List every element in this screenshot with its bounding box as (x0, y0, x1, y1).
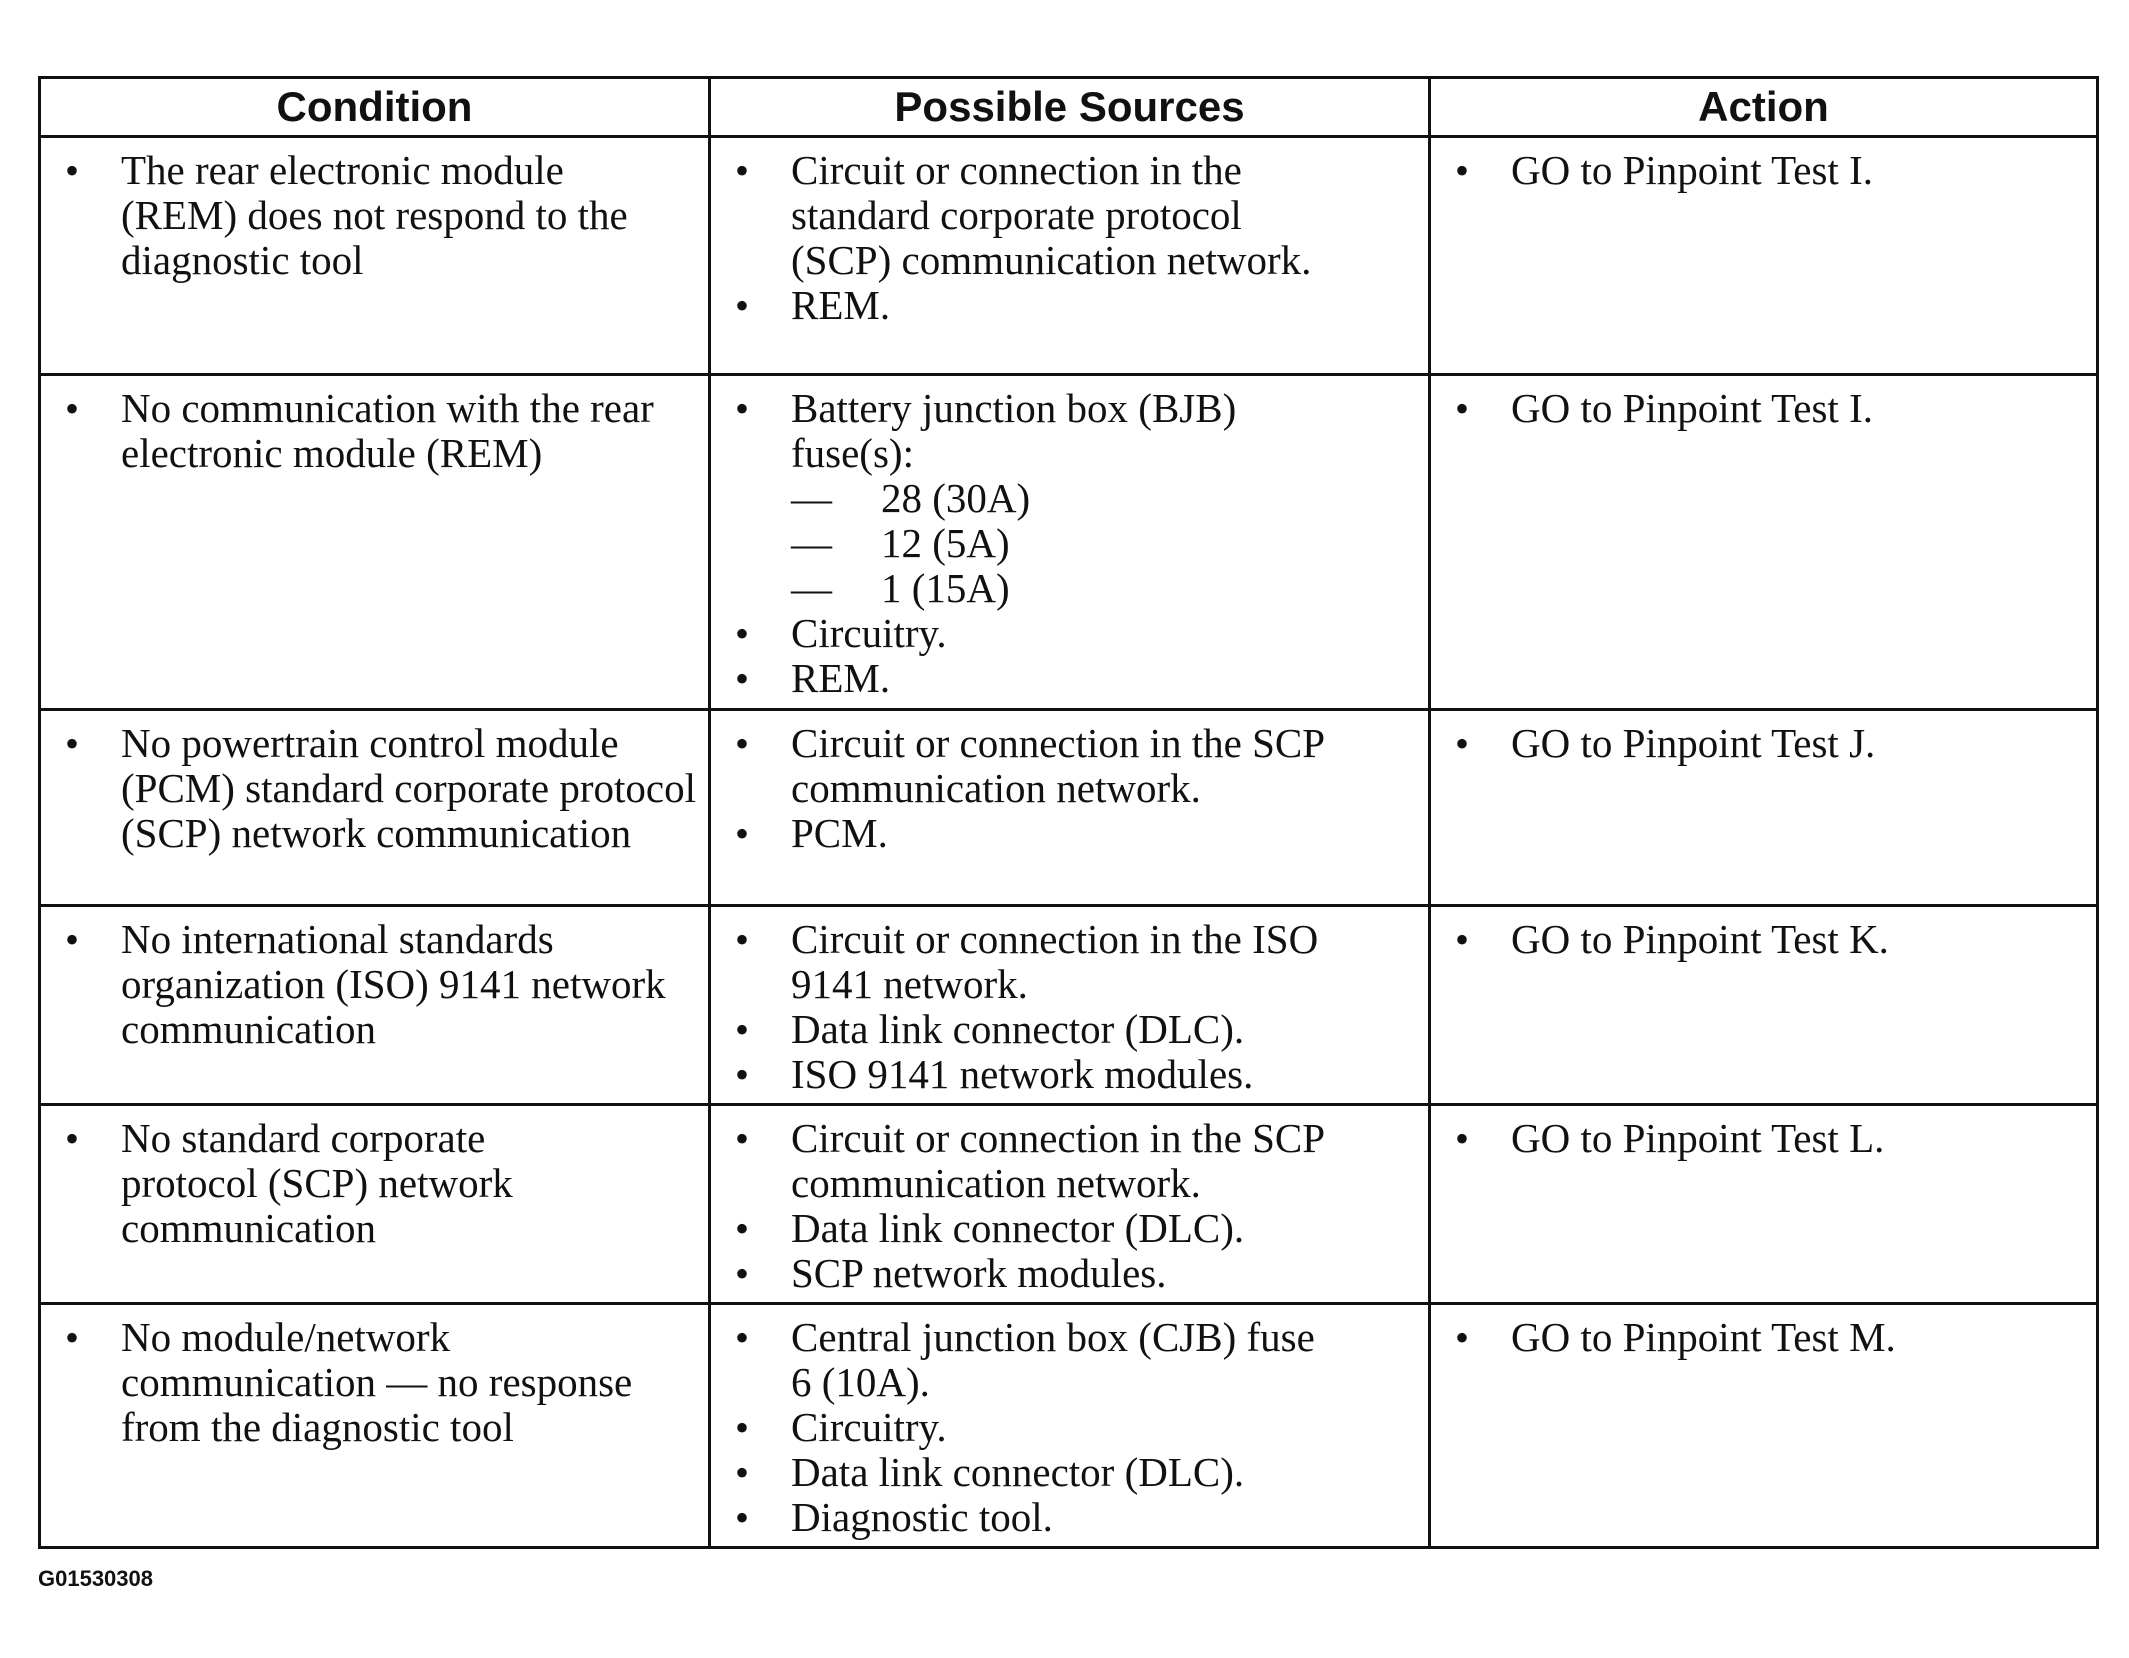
condition-cell (40, 710, 710, 906)
condition-text: The rear electronic module (REM) does not respond to the diagnostic tool (121, 147, 628, 283)
bullet-icon: • (735, 917, 750, 962)
header-condition: Condition (40, 78, 710, 137)
bullet-icon: • (1455, 1315, 1470, 1360)
fuse-item: 12 (5A) (881, 520, 1010, 566)
action-text: GO to Pinpoint Test M. (1511, 1314, 1896, 1360)
action-text: GO to Pinpoint Test J. (1511, 720, 1876, 766)
condition-text: No powertrain control module (PCM) standard corporate protocol (SCP) network communication (121, 720, 696, 856)
action-cell (1430, 375, 2098, 710)
sources-cell (710, 137, 1430, 375)
source-item: REM. (791, 655, 891, 701)
source-item: PCM. (791, 810, 888, 856)
source-item: Central junction box (CJB) fuse 6 (10A). (791, 1314, 1315, 1405)
source-item: Circuitry. (791, 610, 947, 656)
source-item: Data link connector (DLC). (791, 1449, 1245, 1495)
condition-cell (40, 375, 710, 710)
sources-cell (710, 1304, 1430, 1548)
condition-text: No module/network communication — no response from the diagnostic tool (121, 1314, 633, 1450)
action-text: GO to Pinpoint Test L. (1511, 1115, 1885, 1161)
bullet-icon: • (735, 1315, 750, 1360)
bullet-icon: • (1455, 917, 1470, 962)
header-possible-sources: Possible Sources (710, 78, 1430, 137)
bullet-icon: • (735, 1052, 750, 1097)
sources-cell (710, 1105, 1430, 1304)
table-row (40, 1304, 2098, 1548)
bullet-icon: • (735, 1450, 750, 1495)
source-item: Circuit or connection in the SCP communication network. (791, 1115, 1324, 1206)
figure-id: G01530308 (38, 1566, 153, 1591)
table-row (40, 1105, 2098, 1304)
source-item: Diagnostic tool. (791, 1494, 1053, 1540)
condition-text: No communication with the rear electronic module (REM) (121, 385, 654, 476)
action-cell (1430, 1105, 2098, 1304)
action-text: GO to Pinpoint Test I. (1511, 147, 1873, 193)
bullet-icon: • (735, 283, 750, 328)
condition-text: No international standards organization (ISO) 9141 network communication (121, 916, 666, 1052)
bullet-icon: • (735, 1405, 750, 1450)
bullet-icon: • (1455, 721, 1470, 766)
header-row (40, 78, 2098, 137)
action-text: GO to Pinpoint Test K. (1511, 916, 1889, 962)
source-item: Data link connector (DLC). (791, 1205, 1245, 1251)
source-item: Circuitry. (791, 1404, 947, 1450)
bullet-icon: • (65, 1116, 80, 1161)
dash-icon: — (791, 565, 832, 611)
bullet-icon: • (65, 917, 80, 962)
source-item: Data link connector (DLC). (791, 1006, 1245, 1052)
bullet-icon: • (65, 721, 80, 766)
sources-cell (710, 375, 1430, 710)
bullet-icon: • (1455, 1116, 1470, 1161)
bullet-icon: • (735, 1116, 750, 1161)
bullet-icon: • (1455, 148, 1470, 193)
fuse-item: 28 (30A) (881, 475, 1031, 521)
dash-icon: — (791, 520, 832, 566)
table-row (40, 137, 2098, 375)
table-row (40, 375, 2098, 710)
sources-cell (710, 710, 1430, 906)
bullet-icon: • (735, 656, 750, 701)
condition-cell (40, 906, 710, 1105)
action-cell (1430, 710, 2098, 906)
source-item: Circuit or connection in the ISO 9141 network. (791, 916, 1319, 1007)
source-item: ISO 9141 network modules. (791, 1051, 1254, 1097)
bullet-icon: • (735, 386, 750, 431)
bullet-icon: • (735, 1206, 750, 1251)
source-item: SCP network modules. (791, 1250, 1167, 1296)
fuse-item: 1 (15A) (881, 565, 1010, 611)
action-cell (1430, 1304, 2098, 1548)
table-row (40, 906, 2098, 1105)
condition-text: No standard corporate protocol (SCP) network communication (121, 1115, 513, 1251)
sources-cell (710, 906, 1430, 1105)
condition-cell (40, 1304, 710, 1548)
bullet-icon: • (1455, 386, 1470, 431)
dash-icon: — (791, 475, 832, 521)
action-text: GO to Pinpoint Test I. (1511, 385, 1873, 431)
bullet-icon: • (735, 611, 750, 656)
source-item: Battery junction box (BJB) fuse(s): (791, 385, 1237, 476)
bullet-icon: • (65, 1315, 80, 1360)
table-row (40, 710, 2098, 906)
bullet-icon: • (65, 148, 80, 193)
condition-cell (40, 137, 710, 375)
bullet-icon: • (735, 1007, 750, 1052)
source-item: Circuit or connection in the SCP communication network. (791, 720, 1324, 811)
action-cell (1430, 137, 2098, 375)
bullet-icon: • (735, 148, 750, 193)
bullet-icon: • (735, 721, 750, 766)
source-item: Circuit or connection in the standard corporate protocol (SCP) communication network. (791, 147, 1312, 283)
header-action: Action (1430, 78, 2098, 137)
bullet-icon: • (735, 1495, 750, 1540)
action-cell (1430, 906, 2098, 1105)
source-item: REM. (791, 282, 891, 328)
condition-cell (40, 1105, 710, 1304)
bullet-icon: • (65, 386, 80, 431)
diagnostic-table (38, 76, 2099, 1549)
bullet-icon: • (735, 811, 750, 856)
bullet-icon: • (735, 1251, 750, 1296)
